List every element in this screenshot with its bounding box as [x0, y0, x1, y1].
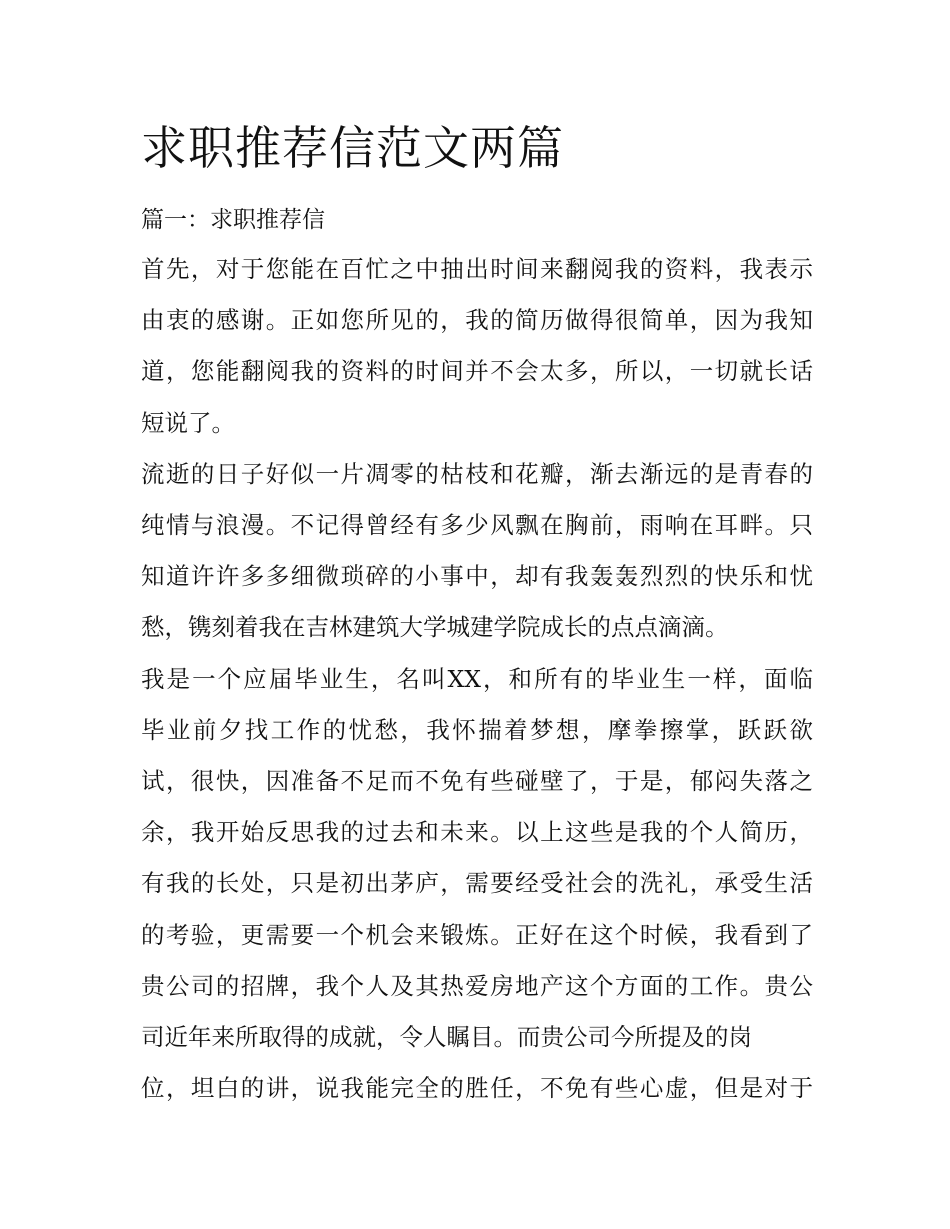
text-line: 毕业前夕找工作的忧愁，我怀揣着梦想，摩拳擦掌，跃跃欲 [141, 715, 813, 744]
text-line: 短说了。 [141, 408, 235, 437]
text-line: 司近年来所取得的成就，令人瞩目。而贵公司今所提及的岗 [141, 1023, 752, 1052]
text-line: 贵公司的招牌，我个人及其热爱房地产这个方面的工作。贵公 [141, 971, 813, 1000]
text-line: 位，坦白的讲，说我能完全的胜任，不免有些心虚，但是对于 [141, 1074, 813, 1103]
text-line: 知道许许多多细微琐碎的小事中，却有我轰轰烈烈的快乐和忧 [141, 562, 813, 591]
text-line: 的考验，更需要一个机会来锻炼。正好在这个时候，我看到了 [141, 920, 813, 949]
section-heading: 篇一：求职推荐信 [141, 207, 325, 233]
text-line: 试，很快，因准备不足而不免有些碰壁了，于是，郁闷失落之 [141, 767, 813, 796]
document-title: 求职推荐信范文两篇 [141, 121, 564, 175]
text-line: 道，您能翻阅我的资料的时间并不会太多，所以，一切就长话 [141, 357, 813, 386]
text-line: 有我的长处，只是初出茅庐，需要经受社会的洗礼，承受生活 [141, 869, 813, 898]
body-text [141, 244, 813, 1114]
text-line: 我是一个应届毕业生，名叫XX，和所有的毕业生一样，面临 [141, 664, 813, 693]
text-line: 余，我开始反思我的过去和未来。以上这些是我的个人简历， [141, 818, 813, 847]
document-content [141, 118, 813, 1114]
text-line: 愁，镌刻着我在吉林建筑大学城建学院成长的点点滴滴。 [141, 613, 729, 642]
text-line: 纯情与浪漫。不记得曾经有多少风飘在胸前，雨响在耳畔。只 [141, 511, 813, 540]
text-line: 由衷的感谢。正如您所见的，我的简历做得很简单，因为我知 [141, 306, 813, 335]
text-line: 流逝的日子好似一片凋零的枯枝和花瓣，渐去渐远的是青春的 [141, 459, 813, 488]
text-line: 首先，对于您能在百忙之中抽出时间来翻阅我的资料，我表示 [141, 255, 813, 283]
